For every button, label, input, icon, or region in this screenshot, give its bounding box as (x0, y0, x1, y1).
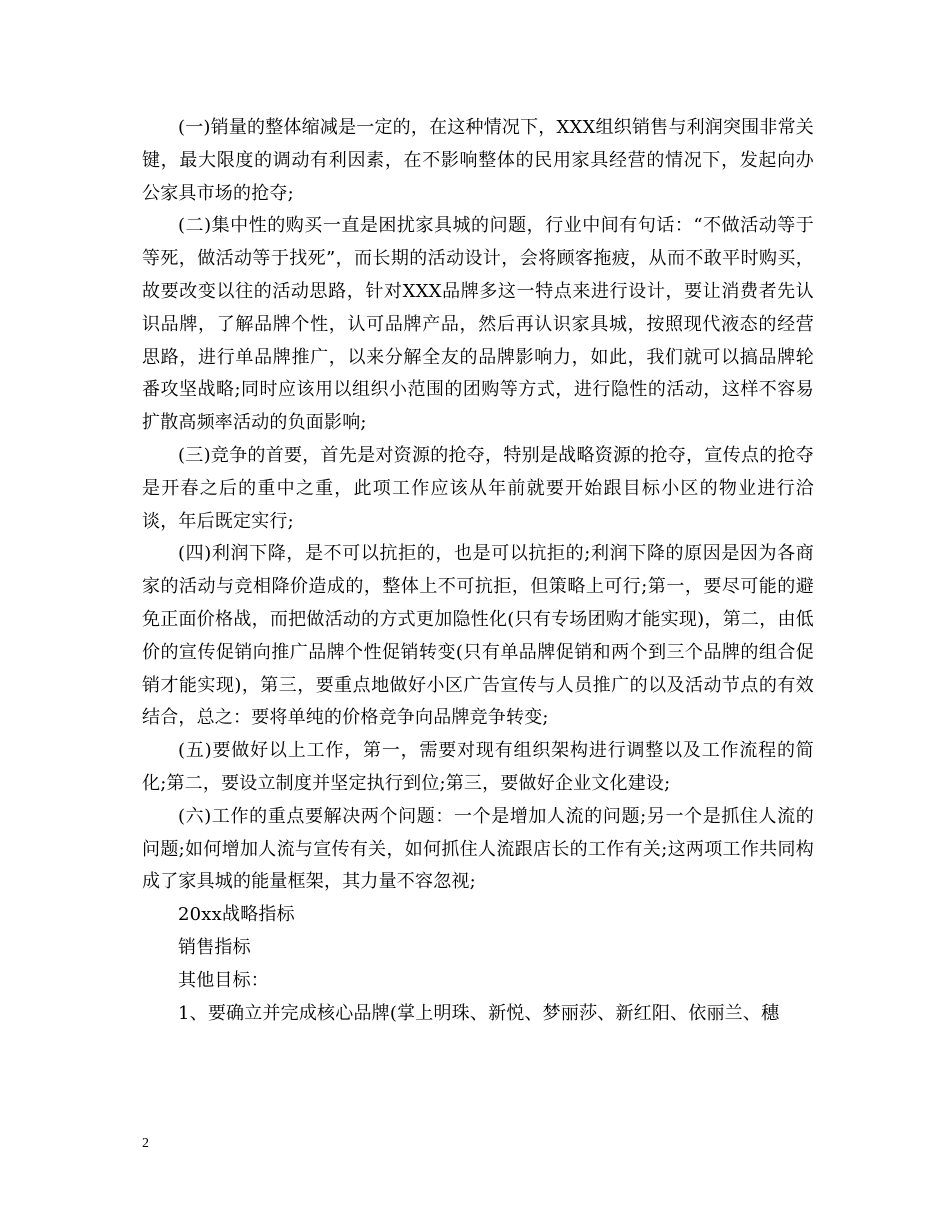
paragraph-5: (五)要做好以上工作，第一，需要对现有组织架构进行调整以及工作流程的简化;第二，要设立制度并坚定执行到位;第三，要做好企业文化建设; (142, 740, 814, 794)
paragraph-6: (六)工作的重点要解决两个问题：一个是增加人流的问题;另一个是抓住人流的问题;如何增加人流与宣传有关，如何抓住人流跟店长的工作有关;这两项工作共同构成了家具城的能量框架，其力量不容忽视; (142, 805, 814, 893)
paragraph-1: (一)销量的整体缩减是一定的，在这种情况下，XXX组织销售与利润突围非常关键，最大限度的调动有利因素，在不影响整体的民用家具经营的情况下，发起向办公家具市场的抢夺; (142, 117, 814, 204)
paragraph-2: (二)集中性的购买一直是困扰家具城的问题，行业中间有句话：“不做活动等于等死，做活动等于找死”，而长期的活动设计，会将顾客拖疲，从而不敢平时购买，故要改变以往的活动思路，针对XXX品牌多这一特点来进行设计，要让消费者先认识品牌，了解品牌个性，认可品牌产品，然后再认识家具城，按照现代液态的经营思路，进行单品牌推广，以来分解全友的品牌影响力，如此，我们就可以搞品牌轮番攻坚战略;同时应该用以组织小范围的团购等方式，进行隐性的活动，这样不容易扩散高频率活动的负面影响; (142, 215, 814, 434)
heading-strategy-targets: 20xx战略指标 (178, 904, 295, 926)
heading-other-targets: 其他目标： (178, 969, 269, 991)
document-body (142, 112, 814, 1030)
heading-sales-targets: 销售指标 (178, 936, 251, 958)
list-item-1: 1、要确立并完成核心品牌(掌上明珠、新悦、梦丽莎、新红阳、依丽兰、穗 (178, 1002, 780, 1024)
page-number: 2 (142, 1136, 149, 1151)
paragraph-3: (三)竞争的首要，首先是对资源的抢夺，特别是战略资源的抢夺，宣传点的抢夺是开春之后的重中之重，此项工作应该从年前就要开始跟目标小区的物业进行洽谈，年后既定实行; (142, 444, 814, 532)
paragraph-4: (四)利润下降，是不可以抗拒的，也是可以抗拒的;利润下降的原因是因为各商家的活动与竞相降价造成的，整体上不可抗拒，但策略上可行;第一，要尽可能的避免正面价格战，而把做活动的方式更加隐性化(只有专场团购才能实现)，第二，由低价的宣传促销向推广品牌个性促销转变(只有单品牌促销和两个到三个品牌的组合促销才能实现)，第三，要重点地做好小区广告宣传与人员推广的以及活动节点的有效结合，总之：要将单纯的价格竞争向品牌竞争转变; (142, 543, 814, 729)
